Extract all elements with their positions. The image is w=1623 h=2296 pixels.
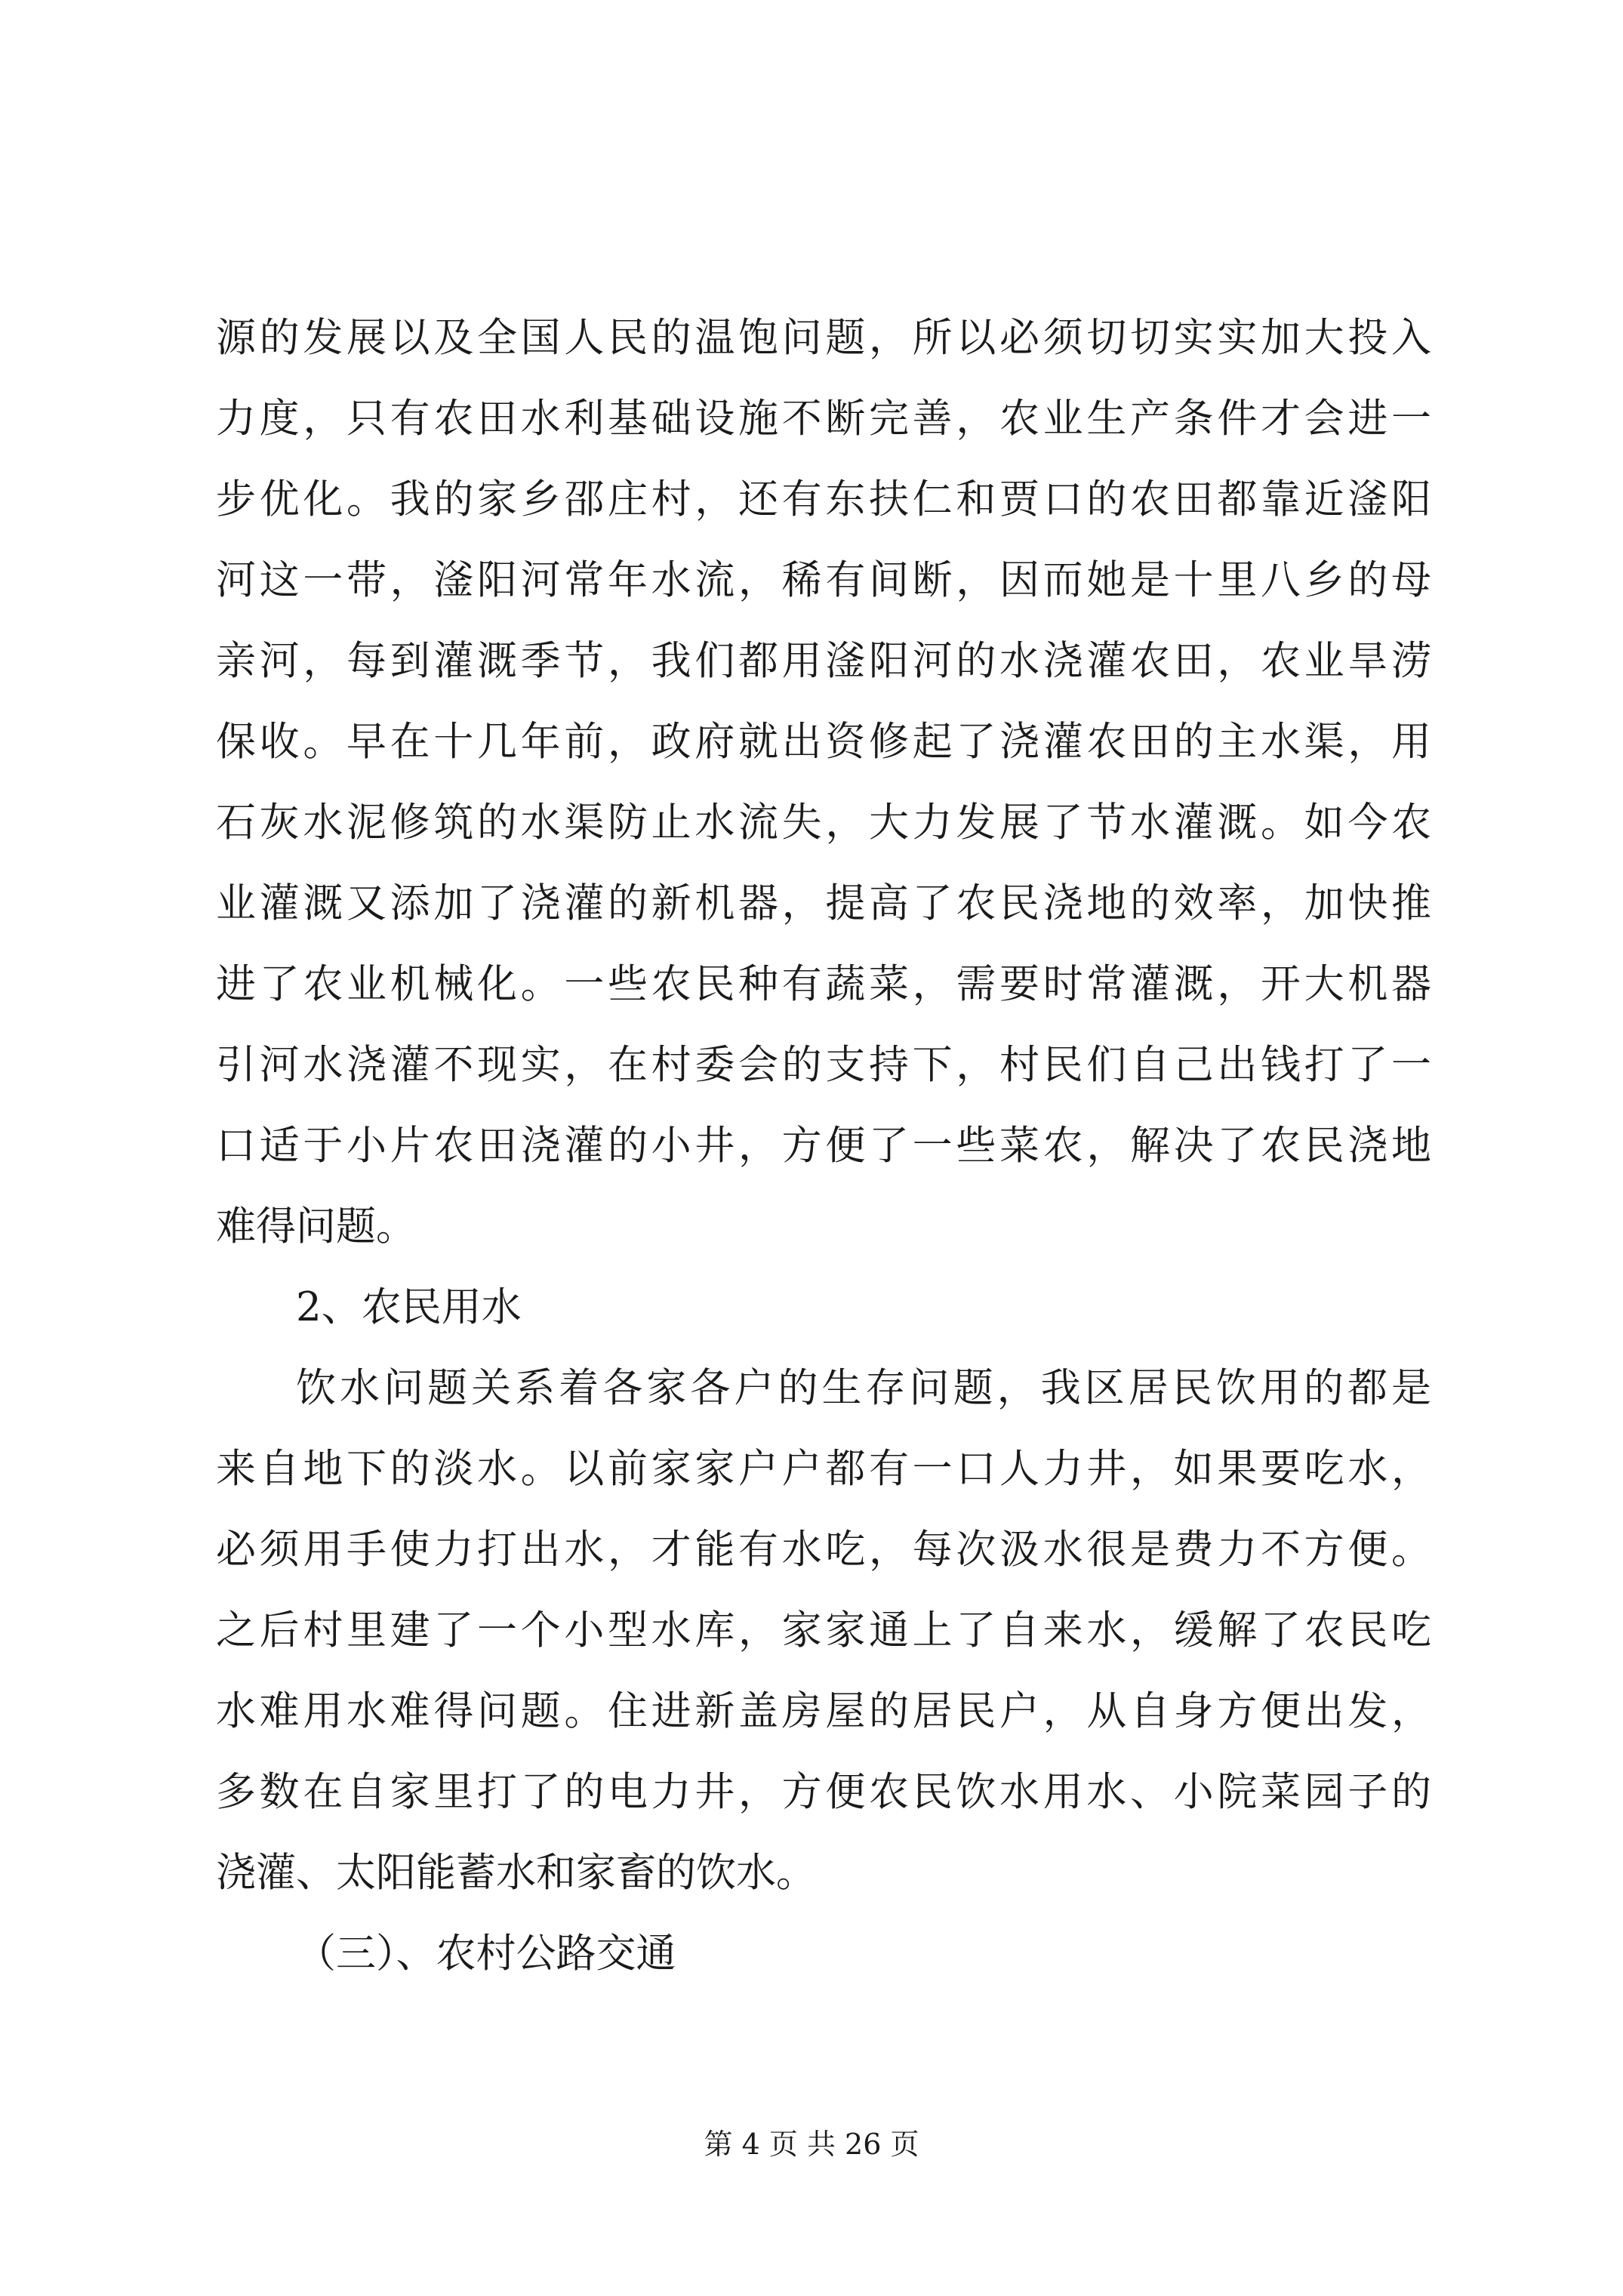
paragraph-1-line: 引河水浇灌不现实，在村委会的支持下，村民们自己出钱打了一 bbox=[216, 1043, 1431, 1088]
paragraph-2-line: 浇灌、太阳能蓄水和家畜的饮水。 bbox=[216, 1851, 816, 1896]
paragraph-1-line: 业灌溉又添加了浇灌的新机器，提高了农民浇地的效率，加快推 bbox=[216, 881, 1431, 926]
paragraph-1-line: 河这一带，滏阳河常年水流，稀有间断，因而她是十里八乡的母 bbox=[216, 558, 1431, 603]
paragraph-2-line: 水难用水难得问题。住进新盖房屋的居民户，从自身方便出发， bbox=[216, 1689, 1431, 1734]
paragraph-1-line: 源的发展以及全国人民的温饱问题，所以必须切切实实加大投入 bbox=[216, 316, 1431, 361]
paragraph-1-line: 口适于小片农田浇灌的小井，方便了一些菜农，解决了农民浇地 bbox=[216, 1123, 1431, 1169]
paragraph-1-line: 保收。早在十几年前，政府就出资修起了浇灌农田的主水渠，用 bbox=[216, 720, 1431, 765]
paragraph-1-line: 进了农业机械化。一些农民种有蔬菜，需要时常灌溉，开大机器 bbox=[216, 962, 1431, 1007]
paragraph-2-line: 来自地下的淡水。以前家家户户都有一口人力井，如果要吃水， bbox=[216, 1447, 1431, 1492]
paragraph-2-line: 之后村里建了一个小型水库，家家通上了自来水，缓解了农民吃 bbox=[216, 1608, 1431, 1653]
paragraph-2-line: 饮水问题关系着各家各户的生存问题，我区居民饮用的都是 bbox=[296, 1366, 1431, 1411]
section-heading: 2、农民用水 bbox=[296, 1285, 522, 1330]
paragraph-1-line: 亲河，每到灌溉季节，我们都用滏阳河的水浇灌农田，农业旱涝 bbox=[216, 639, 1431, 684]
paragraph-2-line: 必须用手使力打出水，才能有水吃，每次汲水很是费力不方便。 bbox=[216, 1527, 1431, 1573]
page-number-footer: 第 4 页 共 26 页 bbox=[704, 2128, 919, 2161]
paragraph-1-line: 步优化。我的家乡邵庄村，还有东扶仁和贾口的农田都靠近滏阳 bbox=[216, 477, 1431, 522]
section-heading: （三）、农村公路交通 bbox=[296, 1931, 676, 1977]
paragraph-1-line: 力度，只有农田水利基础设施不断完善，农业生产条件才会进一 bbox=[216, 396, 1431, 442]
paragraph-2-line: 多数在自家里打了的电力井，方便农民饮水用水、小院菜园子的 bbox=[216, 1770, 1431, 1815]
paragraph-1-line: 石灰水泥修筑的水渠防止水流失，大力发展了节水灌溉。如今农 bbox=[216, 800, 1431, 846]
paragraph-1-line: 难得问题。 bbox=[216, 1204, 416, 1250]
